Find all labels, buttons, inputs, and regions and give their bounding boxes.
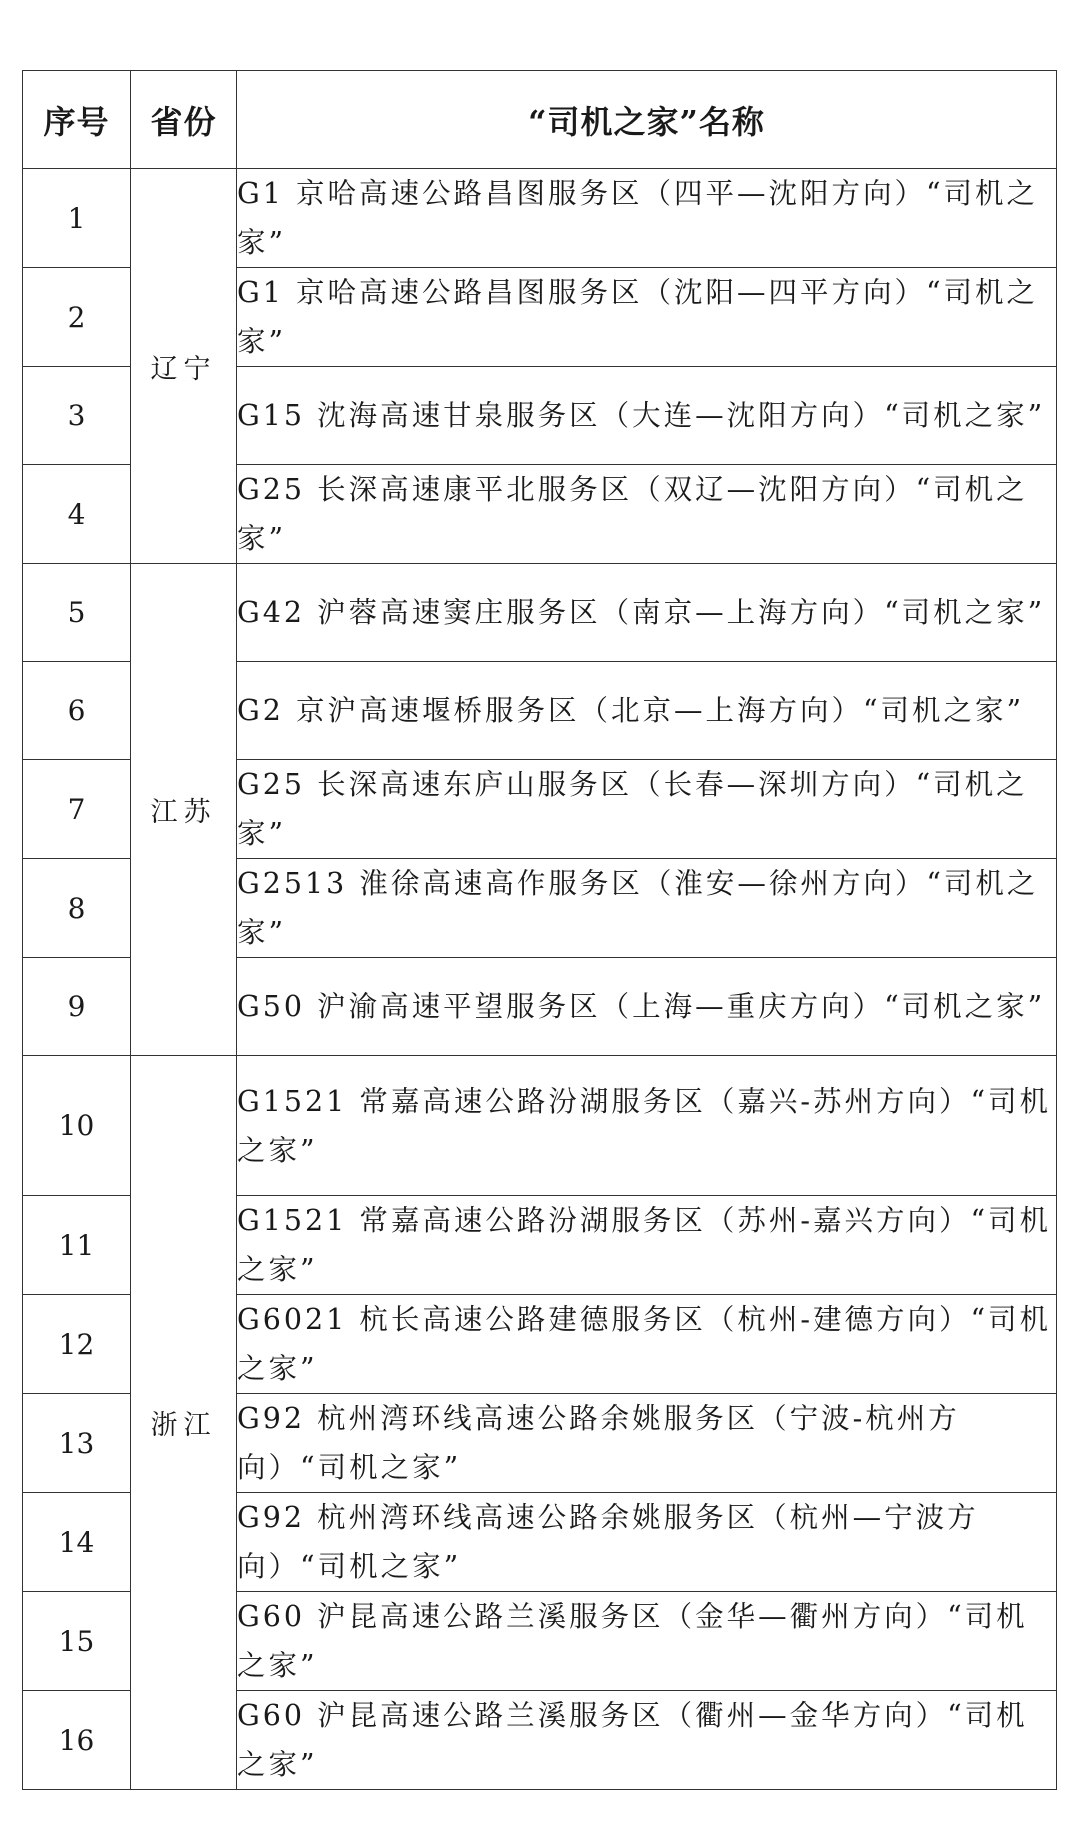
province-cell: 江苏: [131, 564, 237, 1056]
service-area-name: G25 长深高速东庐山服务区（长春—深圳方向）“司机之家”: [237, 760, 1057, 859]
service-area-name: G1 京哈高速公路昌图服务区（四平—沈阳方向）“司机之家”: [237, 169, 1057, 268]
province-cell: 浙江: [131, 1056, 237, 1790]
service-area-name: G50 沪渝高速平望服务区（上海—重庆方向）“司机之家”: [237, 958, 1057, 1056]
row-number: 14: [23, 1493, 131, 1592]
service-area-name: G2513 淮徐高速高作服务区（淮安—徐州方向）“司机之家”: [237, 859, 1057, 958]
header-row: [23, 71, 1057, 169]
header-province: 省份: [131, 71, 237, 169]
service-area-name: G42 沪蓉高速窦庄服务区（南京—上海方向）“司机之家”: [237, 564, 1057, 662]
row-number: 9: [23, 958, 131, 1056]
row-number: 11: [23, 1196, 131, 1295]
service-area-name: G15 沈海高速甘泉服务区（大连—沈阳方向）“司机之家”: [237, 367, 1057, 465]
row-number: 8: [23, 859, 131, 958]
province-cell: 辽宁: [131, 169, 237, 564]
row-number: 13: [23, 1394, 131, 1493]
service-area-name: G1521 常嘉高速公路汾湖服务区（苏州-嘉兴方向）“司机之家”: [237, 1196, 1057, 1295]
service-area-name: G2 京沪高速堰桥服务区（北京—上海方向）“司机之家”: [237, 662, 1057, 760]
row-number: 1: [23, 169, 131, 268]
service-area-name: G92 杭州湾环线高速公路余姚服务区（宁波-杭州方向）“司机之家”: [237, 1394, 1057, 1493]
row-number: 10: [23, 1056, 131, 1196]
service-area-name: G92 杭州湾环线高速公路余姚服务区（杭州—宁波方向）“司机之家”: [237, 1493, 1057, 1592]
header-index: 序号: [23, 71, 131, 169]
service-area-name: G60 沪昆高速公路兰溪服务区（金华—衢州方向）“司机之家”: [237, 1592, 1057, 1691]
row-number: 5: [23, 564, 131, 662]
service-area-name: G1 京哈高速公路昌图服务区（沈阳—四平方向）“司机之家”: [237, 268, 1057, 367]
row-number: 4: [23, 465, 131, 564]
row-number: 15: [23, 1592, 131, 1691]
service-area-name: G60 沪昆高速公路兰溪服务区（衢州—金华方向）“司机之家”: [237, 1691, 1057, 1790]
table-row: [23, 1056, 1057, 1196]
row-number: 7: [23, 760, 131, 859]
row-number: 2: [23, 268, 131, 367]
row-number: 6: [23, 662, 131, 760]
row-number: 12: [23, 1295, 131, 1394]
service-area-name: G25 长深高速康平北服务区（双辽—沈阳方向）“司机之家”: [237, 465, 1057, 564]
table-row: [23, 169, 1057, 268]
service-area-name: G1521 常嘉高速公路汾湖服务区（嘉兴-苏州方向）“司机之家”: [237, 1056, 1057, 1196]
driver-home-table: [22, 70, 1057, 1790]
header-name: “司机之家”名称: [237, 71, 1057, 169]
service-area-name: G6021 杭长高速公路建德服务区（杭州-建德方向）“司机之家”: [237, 1295, 1057, 1394]
table-row: [23, 564, 1057, 662]
row-number: 16: [23, 1691, 131, 1790]
row-number: 3: [23, 367, 131, 465]
